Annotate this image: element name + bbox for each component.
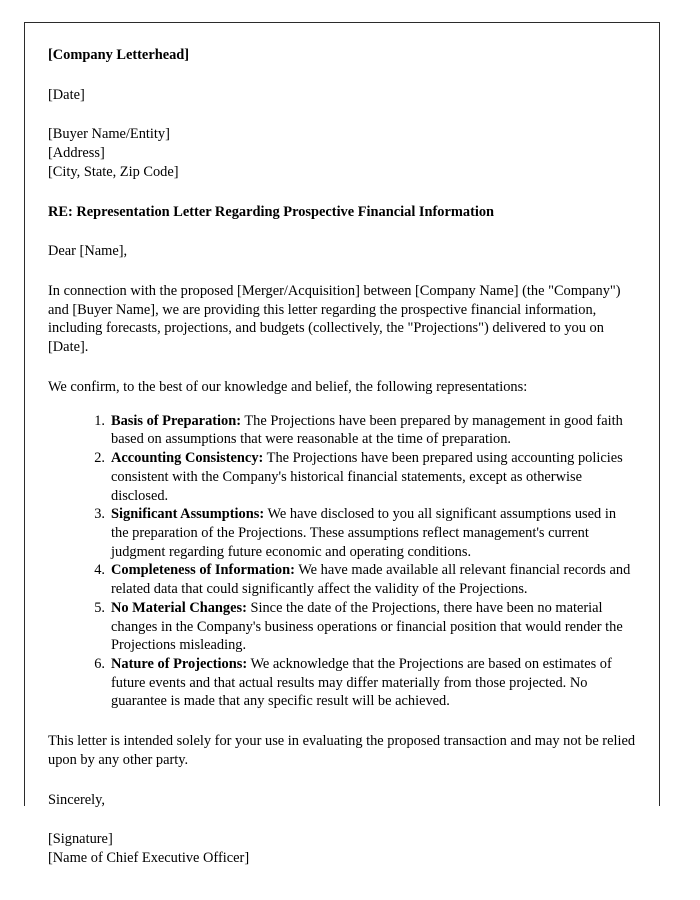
- representation-lead: Accounting Consistency:: [111, 450, 264, 467]
- signature-block: [48, 830, 637, 867]
- spacer: [48, 65, 637, 86]
- spacer: [48, 182, 637, 203]
- spacer: [48, 809, 637, 830]
- recipient-city-state-zip: [City, State, Zip Code]: [48, 163, 179, 180]
- representation-text: The Projections have been prepared by management in good faith based on assumptions that were reasonable at the time of preparation.: [111, 412, 623, 448]
- spacer: [48, 397, 637, 412]
- closing-paragraph: This letter is intended solely for your use in evaluating the proposed transaction and may not be relied upon by any other party.: [48, 733, 636, 768]
- representation-lead: No Material Changes:: [111, 599, 247, 616]
- representation-item: [72, 505, 633, 561]
- signature-placeholder: [Signature]: [48, 831, 113, 848]
- recipient-block: [48, 125, 637, 181]
- representation-lead: Basis of Preparation:: [111, 412, 242, 429]
- representation-item: [72, 449, 633, 505]
- spacer: [48, 357, 637, 378]
- representation-lead: Completeness of Information:: [111, 562, 295, 579]
- intro-paragraph: In connection with the proposed [Merger/Acquisition] between [Company Name] (the "Company") and [Buyer Name], we are providing this letter regarding the prospective financial information, including forecasts, projections, and budgets (collectively, the "Projections") delivered to you on [Date].: [48, 283, 621, 356]
- representation-text: We have disclosed to you all significant assumptions used in the preparation of the Projections. These assumptions reflect management's current judgment regarding future economic and operating conditions.: [111, 506, 617, 560]
- representations-section: [48, 412, 637, 712]
- representations-list: [72, 412, 633, 712]
- subject-line: RE: Representation Letter Regarding Prospective Financial Information: [48, 203, 495, 220]
- document-page: [24, 22, 660, 866]
- representation-text: We have made available all relevant financial records and related data that could significantly affect the validity of the Projections.: [111, 562, 631, 598]
- spacer: [48, 104, 637, 125]
- recipient-address: [Address]: [48, 145, 105, 162]
- representation-text: Since the date of the Projections, there have been no material changes in the Company's business operations or financial position that would render the Projections misleading.: [111, 599, 623, 654]
- representation-text: We acknowledge that the Projections are based on estimates of future events and that actual results may differ materially from those projected. No guarantee is made that any specific result will be achieved.: [111, 655, 612, 710]
- representation-lead: Nature of Projections:: [111, 655, 248, 672]
- valediction: Sincerely,: [48, 791, 106, 808]
- recipient-name: [Buyer Name/Entity]: [48, 126, 170, 143]
- confirmation-line: We confirm, to the best of our knowledge and belief, the following representations:: [48, 378, 528, 395]
- letter-date: [Date]: [48, 86, 85, 103]
- representation-lead: Significant Assumptions:: [111, 506, 265, 523]
- spacer: [48, 711, 637, 732]
- spacer: [48, 770, 637, 791]
- letter-body: [48, 46, 637, 868]
- spacer: [48, 221, 637, 242]
- representation-item: [72, 412, 633, 449]
- spacer: [48, 261, 637, 282]
- representation-item: [72, 655, 633, 711]
- signer-title: [Name of Chief Executive Officer]: [48, 850, 250, 866]
- representation-item: [72, 599, 633, 655]
- representation-text: The Projections have been prepared using accounting policies consistent with the Company's historical financial statements, except as otherwise disclosed.: [111, 450, 623, 504]
- salutation: Dear [Name],: [48, 243, 128, 260]
- company-letterhead: [Company Letterhead]: [48, 47, 190, 63]
- representation-item: [72, 561, 633, 598]
